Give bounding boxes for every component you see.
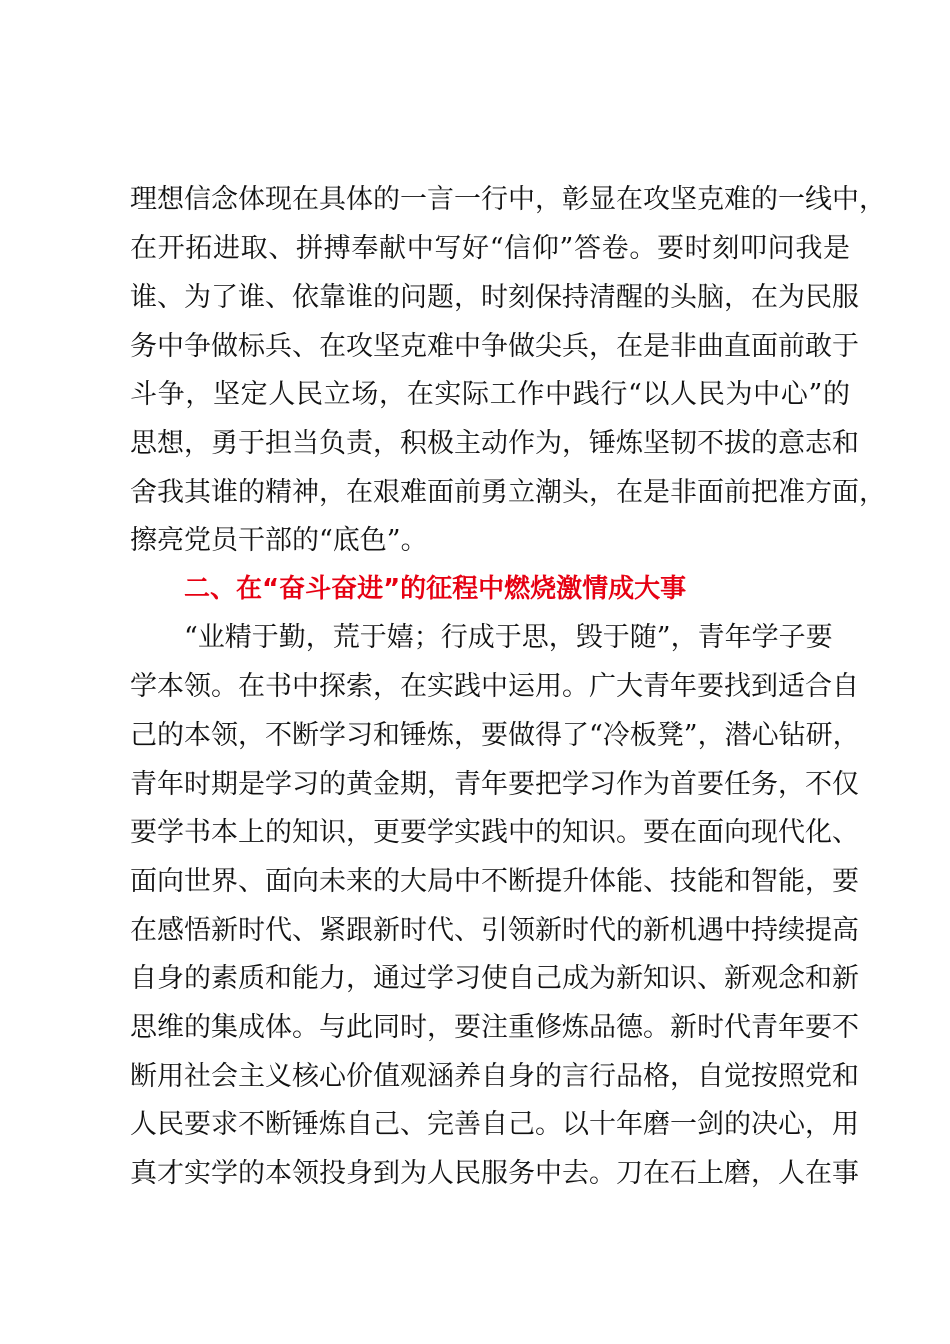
paragraph-1-line: 谁、为了谁、依靠谁的问题，时刻保持清醒的头脑，在为民服 <box>130 282 859 313</box>
paragraph-1-line: 务中争做标兵、在攻坚克难中争做尖兵，在是非曲直面前敢于 <box>130 331 859 362</box>
paragraph-2-line: 面向世界、面向未来的大局中不断提升体能、技能和智能，要 <box>130 866 859 897</box>
paragraph-2-line: 学本领。在书中探索，在实践中运用。广大青年要找到适合自 <box>130 671 859 702</box>
paragraph-2-line: 断用社会主义核心价值观涵养自身的言行品格，自觉按照党和 <box>130 1061 859 1092</box>
paragraph-2-line: 在感悟新时代、紧跟新时代、引领新时代的新机遇中持续提高 <box>130 915 859 946</box>
paragraph-1-line: 擦亮党员干部的“底色”。 <box>130 525 428 556</box>
paragraph-2-line: 真才实学的本领投身到为人民服务中去。刀在石上磨，人在事 <box>130 1158 859 1189</box>
paragraph-1-line: 思想，勇于担当负责，积极主动作为，锤炼坚韧不拔的意志和 <box>130 428 859 459</box>
paragraph-2-line: 己的本领，不断学习和锤炼，要做得了“冷板凳”，潜心钻研， <box>130 720 860 751</box>
paragraph-1-line: 理想信念体现在具体的一言一行中，彰显在攻坚克难的一线中， <box>130 184 886 215</box>
paragraph-2-line: 思维的集成体。与此同时，要注重修炼品德。新时代青年要不 <box>130 1012 859 1043</box>
paragraph-2-line: 自身的素质和能力，通过学习使自己成为新知识、新观念和新 <box>130 963 859 994</box>
paragraph-1-line: 斗争，坚定人民立场，在实际工作中践行“以人民为中心”的 <box>130 379 850 410</box>
paragraph-2-line: 人民要求不断锤炼自己、完善自己。以十年磨一剑的决心，用 <box>130 1109 859 1140</box>
paragraph-2-line: 要学书本上的知识，更要学实践中的知识。要在面向现代化、 <box>130 817 859 848</box>
paragraph-2-line: 青年时期是学习的黄金期，青年要把学习作为首要任务，不仅 <box>130 769 859 800</box>
section-heading: 二、在“奋斗奋进”的征程中燃烧激情成大事 <box>184 574 687 604</box>
paragraph-2-line: “业精于勤，荒于嬉；行成于思，毁于随”，青年学子要 <box>184 622 833 653</box>
paragraph-1-line: 在开拓进取、拼搏奉献中写好“信仰”答卷。要时刻叩问我是 <box>130 233 850 264</box>
paragraph-1-line: 舍我其谁的精神，在艰难面前勇立潮头，在是非面前把准方面， <box>130 477 886 508</box>
